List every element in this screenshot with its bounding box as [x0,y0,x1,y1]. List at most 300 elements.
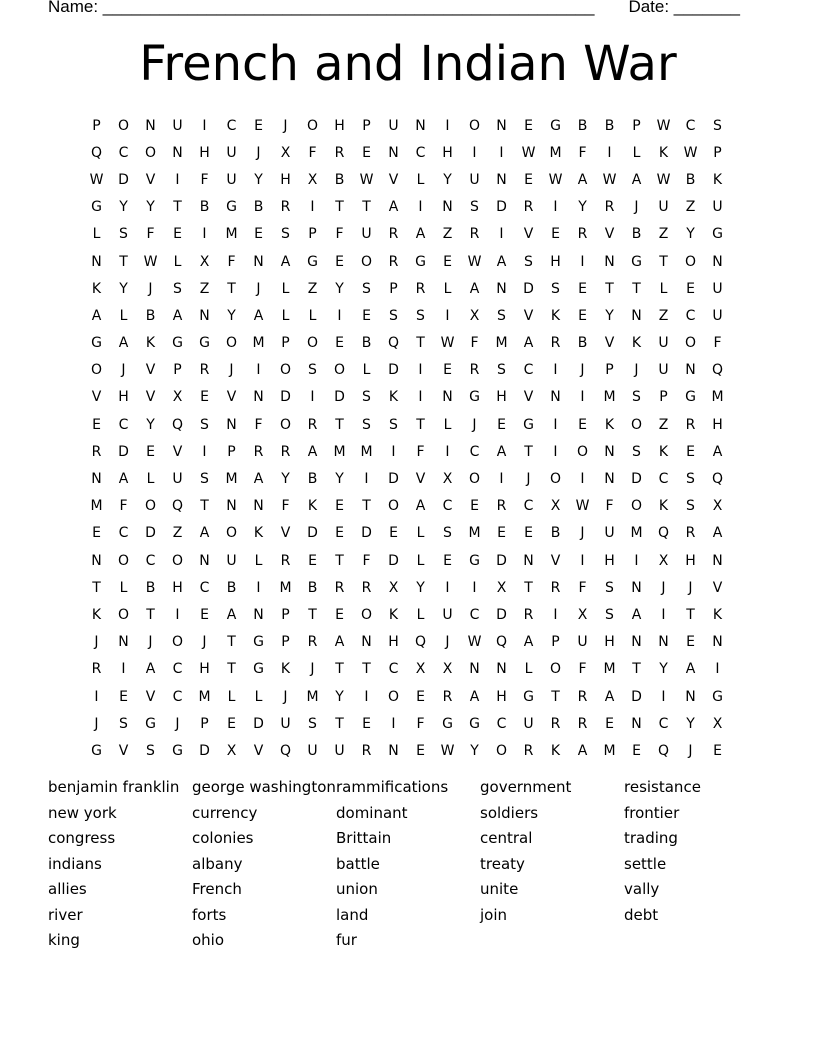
grid-letter: E [713,742,722,759]
grid-letter: S [605,579,614,596]
grid-letter: R [577,226,588,243]
grid-letter: U [523,715,534,732]
grid-letter: X [226,742,237,759]
grid-letter: Q [711,362,724,379]
grid-letter: H [604,552,615,569]
grid-letter: N [118,634,129,651]
grid-letter: E [524,171,533,188]
grid-letter: V [145,389,156,406]
grid-letter: M [225,471,238,488]
grid-letter: C [172,661,183,678]
grid-letter: K [550,307,561,324]
grid-letter: G [712,226,723,243]
grid-letter: M [603,389,616,406]
grid-letter: N [361,634,372,651]
grid-letter: I [580,253,585,270]
grid-letter: D [253,715,264,732]
grid-letter: N [604,443,615,460]
grid-letter: R [442,688,453,705]
grid-letter: A [712,443,723,460]
grid-letter: A [469,280,480,297]
grid-letter: N [253,389,264,406]
grid-letter: R [199,362,210,379]
grid-letter: K [280,661,291,678]
grid-letter: N [496,171,507,188]
grid-letter: G [469,715,480,732]
grid-letter: P [308,226,317,243]
grid-letter: A [280,253,291,270]
grid-letter: O [549,661,562,678]
grid-letter: L [416,525,425,542]
grid-letter: Y [119,199,128,216]
grid-letter: H [442,144,453,161]
grid-letter: K [658,443,669,460]
grid-letter: K [388,606,399,623]
grid-letter: I [256,579,261,596]
grid-letter: Y [335,471,344,488]
grid-letter: I [418,389,423,406]
grid-letter: E [335,498,344,515]
grid-letter: X [469,307,480,324]
grid-letter: P [281,634,290,651]
grid-letter: L [632,144,641,161]
grid-letter: U [712,307,723,324]
grid-letter: X [199,253,210,270]
grid-letter: M [630,525,643,542]
grid-letter: E [416,742,425,759]
grid-letter: I [121,661,126,678]
grid-letter: T [416,335,425,352]
grid-letter: V [523,389,534,406]
grid-letter: G [523,416,534,433]
grid-letter: A [118,335,129,352]
grid-letter: L [92,226,101,243]
grid-letter: H [199,144,210,161]
grid-letter: U [172,117,183,134]
grid-letter: O [360,606,373,623]
grid-letter: O [144,144,157,161]
grid-letter: S [308,715,317,732]
grid-letter: N [145,117,156,134]
grid-letter: Y [335,688,344,705]
grid-letter: N [91,253,102,270]
grid-letter: R [496,498,507,515]
grid-letter: P [362,117,371,134]
word-list [48,778,768,957]
grid-letter: W [143,253,158,270]
grid-letter: U [172,471,183,488]
grid-letter: V [388,171,399,188]
grid-letter: I [499,226,504,243]
grid-letter: R [523,742,534,759]
grid-letter: B [577,117,588,134]
grid-letter: B [631,226,642,243]
grid-letter: R [685,416,696,433]
word-list-item: vally [624,880,660,898]
grid-letter: A [712,525,723,542]
grid-letter: J [202,634,207,651]
grid-letter: W [683,144,698,161]
grid-letter: O [117,117,130,134]
grid-letter: F [254,416,263,433]
grid-letter: U [712,280,723,297]
grid-letter: B [307,471,318,488]
grid-letter: V [91,389,102,406]
name-field-label: Name: ____________________________________________________ [48,0,595,16]
grid-letter: B [577,335,588,352]
grid-letter: O [171,634,184,651]
grid-letter: A [91,307,102,324]
grid-letter: R [577,715,588,732]
grid-letter: M [711,389,724,406]
grid-letter: T [92,579,101,596]
grid-letter: R [91,661,102,678]
grid-letter: O [360,253,373,270]
grid-letter: T [335,552,344,569]
grid-letter: N [550,389,561,406]
grid-letter: E [335,606,344,623]
grid-letter: E [443,253,452,270]
grid-letter: I [472,579,477,596]
grid-letter: I [94,688,99,705]
grid-letter: R [334,579,345,596]
grid-letter: H [199,661,210,678]
grid-letter: N [685,362,696,379]
grid-letter: Z [685,199,696,216]
grid-letter: I [418,362,423,379]
grid-letter: K [712,171,723,188]
grid-letter: C [496,715,507,732]
grid-letter: K [604,416,615,433]
grid-letter: F [308,144,317,161]
grid-letter: Z [307,280,318,297]
grid-letter: Z [199,280,210,297]
grid-letter: B [550,525,561,542]
word-list-item: frontier [624,803,680,822]
grid-letter: S [443,525,452,542]
word-list-item: unite [480,880,519,898]
grid-letter: L [254,552,263,569]
grid-letter: I [445,443,450,460]
grid-letter: G [91,335,102,352]
grid-letter: R [253,443,264,460]
grid-letter: Z [658,416,669,433]
grid-letter: K [91,280,102,297]
grid-letter: B [685,171,696,188]
grid-letter: D [361,525,372,542]
grid-letter: J [310,661,315,678]
grid-letter: R [685,525,696,542]
grid-letter: K [91,606,102,623]
grid-letter: Y [119,280,128,297]
grid-letter: D [280,389,291,406]
grid-letter: O [117,552,130,569]
grid-letter: X [442,661,453,678]
grid-letter: N [631,634,642,651]
grid-letter: G [253,661,264,678]
grid-letter: I [607,144,612,161]
word-list-item: government [480,778,572,796]
grid-letter: O [576,443,589,460]
grid-letter: U [388,117,399,134]
grid-letter: I [553,416,558,433]
grid-letter: E [605,715,614,732]
grid-letter: M [549,144,562,161]
grid-letter: T [227,280,236,297]
grid-letter: P [173,362,182,379]
grid-letter: P [605,362,614,379]
grid-letter: I [175,606,180,623]
grid-letter: G [172,335,183,352]
grid-letter: F [119,498,128,515]
grid-letter: Z [658,307,669,324]
grid-letter: A [253,307,264,324]
grid-letter: I [364,471,369,488]
grid-letter: N [658,634,669,651]
grid-letter: E [416,688,425,705]
grid-letter: U [226,552,237,569]
grid-letter: E [335,253,344,270]
grid-letter: C [523,498,534,515]
word-list-item: colonies [192,829,254,847]
grid-letter: P [281,606,290,623]
grid-letter: H [118,389,129,406]
grid-letter: N [199,307,210,324]
grid-letter: O [684,335,697,352]
grid-letter: C [523,362,534,379]
grid-letter: J [94,634,99,651]
grid-letter: T [335,715,344,732]
grid-letter: A [469,688,480,705]
grid-letter: L [416,606,425,623]
grid-letter: C [685,307,696,324]
grid-letter: I [337,307,342,324]
grid-letter: A [118,471,129,488]
grid-letter: E [335,525,344,542]
grid-letter: Q [414,634,427,651]
word-list-item: indians [48,854,102,873]
grid-letter: V [145,171,156,188]
grid-letter: O [630,416,643,433]
grid-letter: I [472,144,477,161]
grid-letter: D [496,552,507,569]
grid-letter: B [226,579,237,596]
grid-letter: M [198,688,211,705]
grid-letter: I [445,579,450,596]
grid-letter: Y [254,171,263,188]
grid-letter: D [496,199,507,216]
grid-letter: O [279,416,292,433]
grid-letter: Q [90,144,103,161]
grid-letter: E [578,280,587,297]
grid-letter: H [172,579,183,596]
grid-letter: J [94,715,99,732]
grid-letter: I [391,443,396,460]
grid-letter: R [550,715,561,732]
grid-letter: N [388,742,399,759]
grid-letter: F [146,226,155,243]
grid-letter: L [281,280,290,297]
grid-letter: V [145,362,156,379]
grid-letter: I [202,117,207,134]
word-list-item: debt [624,905,659,924]
grid-letter: U [442,606,453,623]
grid-letter: V [604,335,615,352]
grid-letter: J [526,471,531,488]
grid-letter: L [443,416,452,433]
word-list-item: resistance [624,778,701,796]
grid-letter: E [686,634,695,651]
grid-letter: N [226,498,237,515]
grid-letter: Q [711,471,724,488]
grid-letter: H [496,688,507,705]
grid-letter: E [119,688,128,705]
grid-letter: E [92,525,101,542]
grid-letter: A [523,335,534,352]
grid-letter: F [281,498,290,515]
grid-letter: E [524,117,533,134]
grid-letter: G [226,199,237,216]
grid-letter: T [227,634,236,651]
grid-letter: O [387,498,400,515]
grid-letter: E [362,715,371,732]
grid-letter: C [226,117,237,134]
word-list-item: soldiers [480,803,539,822]
grid-letter: S [389,416,398,433]
grid-letter: K [631,335,642,352]
grid-letter: O [117,606,130,623]
grid-letter: A [199,525,210,542]
grid-letter: V [523,307,534,324]
grid-letter: Y [605,307,614,324]
grid-letter: R [307,634,318,651]
grid-letter: T [605,280,614,297]
grid-letter: I [553,443,558,460]
grid-letter: J [688,579,693,596]
grid-letter: J [148,280,153,297]
header-line [48,0,740,17]
grid-letter: S [470,199,479,216]
grid-letter: X [280,144,291,161]
grid-letter: P [281,335,290,352]
grid-letter: L [119,579,128,596]
grid-letter: G [631,253,642,270]
grid-letter: P [659,389,668,406]
grid-letter: L [362,362,371,379]
grid-letter: Z [658,226,669,243]
grid-letter: A [388,199,399,216]
grid-letter: E [443,552,452,569]
grid-letter: U [226,144,237,161]
grid-letter: F [227,253,236,270]
grid-letter: E [443,362,452,379]
grid-letter: O [225,335,238,352]
letter-grid [83,112,731,765]
grid-letter: F [578,579,587,596]
grid-letter: A [145,661,156,678]
grid-letter: A [523,634,534,651]
grid-letter: R [550,579,561,596]
grid-letter: N [91,471,102,488]
grid-letter: E [227,715,236,732]
grid-letter: X [442,471,453,488]
grid-letter: E [470,498,479,515]
grid-letter: O [549,471,562,488]
grid-letter: F [200,171,209,188]
date-field-label: Date: _______ [628,0,740,16]
grid-letter: T [227,661,236,678]
grid-letter: V [604,226,615,243]
grid-letter: S [524,253,533,270]
grid-letter: I [310,389,315,406]
grid-letter: S [200,416,209,433]
grid-letter: I [256,362,261,379]
grid-letter: M [90,498,103,515]
grid-letter: T [551,688,560,705]
grid-letter: Q [657,525,670,542]
grid-letter: M [225,226,238,243]
grid-letter: I [553,606,558,623]
grid-letter: P [92,117,101,134]
grid-letter: I [202,443,207,460]
grid-letter: L [227,688,236,705]
grid-letter: D [334,389,345,406]
grid-letter: M [252,335,265,352]
word-list-item: new york [48,803,117,822]
grid-letter: K [550,742,561,759]
grid-letter: S [362,416,371,433]
grid-letter: U [469,171,480,188]
grid-letter: N [172,144,183,161]
grid-letter: Y [578,199,587,216]
grid-letter: K [253,525,264,542]
grid-letter: I [715,661,720,678]
grid-letter: M [279,579,292,596]
word-list-item: rammifications [336,778,449,796]
grid-letter: W [548,171,563,188]
grid-letter: E [308,552,317,569]
grid-letter: R [280,199,291,216]
grid-letter: I [499,144,504,161]
grid-letter: H [388,634,399,651]
grid-letter: H [334,117,345,134]
grid-letter: G [469,389,480,406]
grid-letter: N [604,253,615,270]
grid-letter: I [445,307,450,324]
grid-letter: E [632,742,641,759]
grid-letter: V [523,226,534,243]
grid-letter: R [280,552,291,569]
grid-letter: D [118,443,129,460]
grid-letter: Y [443,171,452,188]
grid-letter: E [92,416,101,433]
grid-letter: C [469,606,480,623]
grid-letter: X [712,498,723,515]
grid-letter: D [388,362,399,379]
word-list-item: central [480,829,533,847]
grid-letter: V [172,443,183,460]
grid-letter: I [202,226,207,243]
grid-letter: I [310,199,315,216]
grid-letter: J [580,525,585,542]
word-list-item: ohio [192,931,225,949]
grid-letter: V [145,688,156,705]
grid-letter: T [335,199,344,216]
word-list-item: French [192,880,242,898]
grid-letter: A [496,253,507,270]
grid-letter: T [632,661,641,678]
grid-letter: S [713,117,722,134]
